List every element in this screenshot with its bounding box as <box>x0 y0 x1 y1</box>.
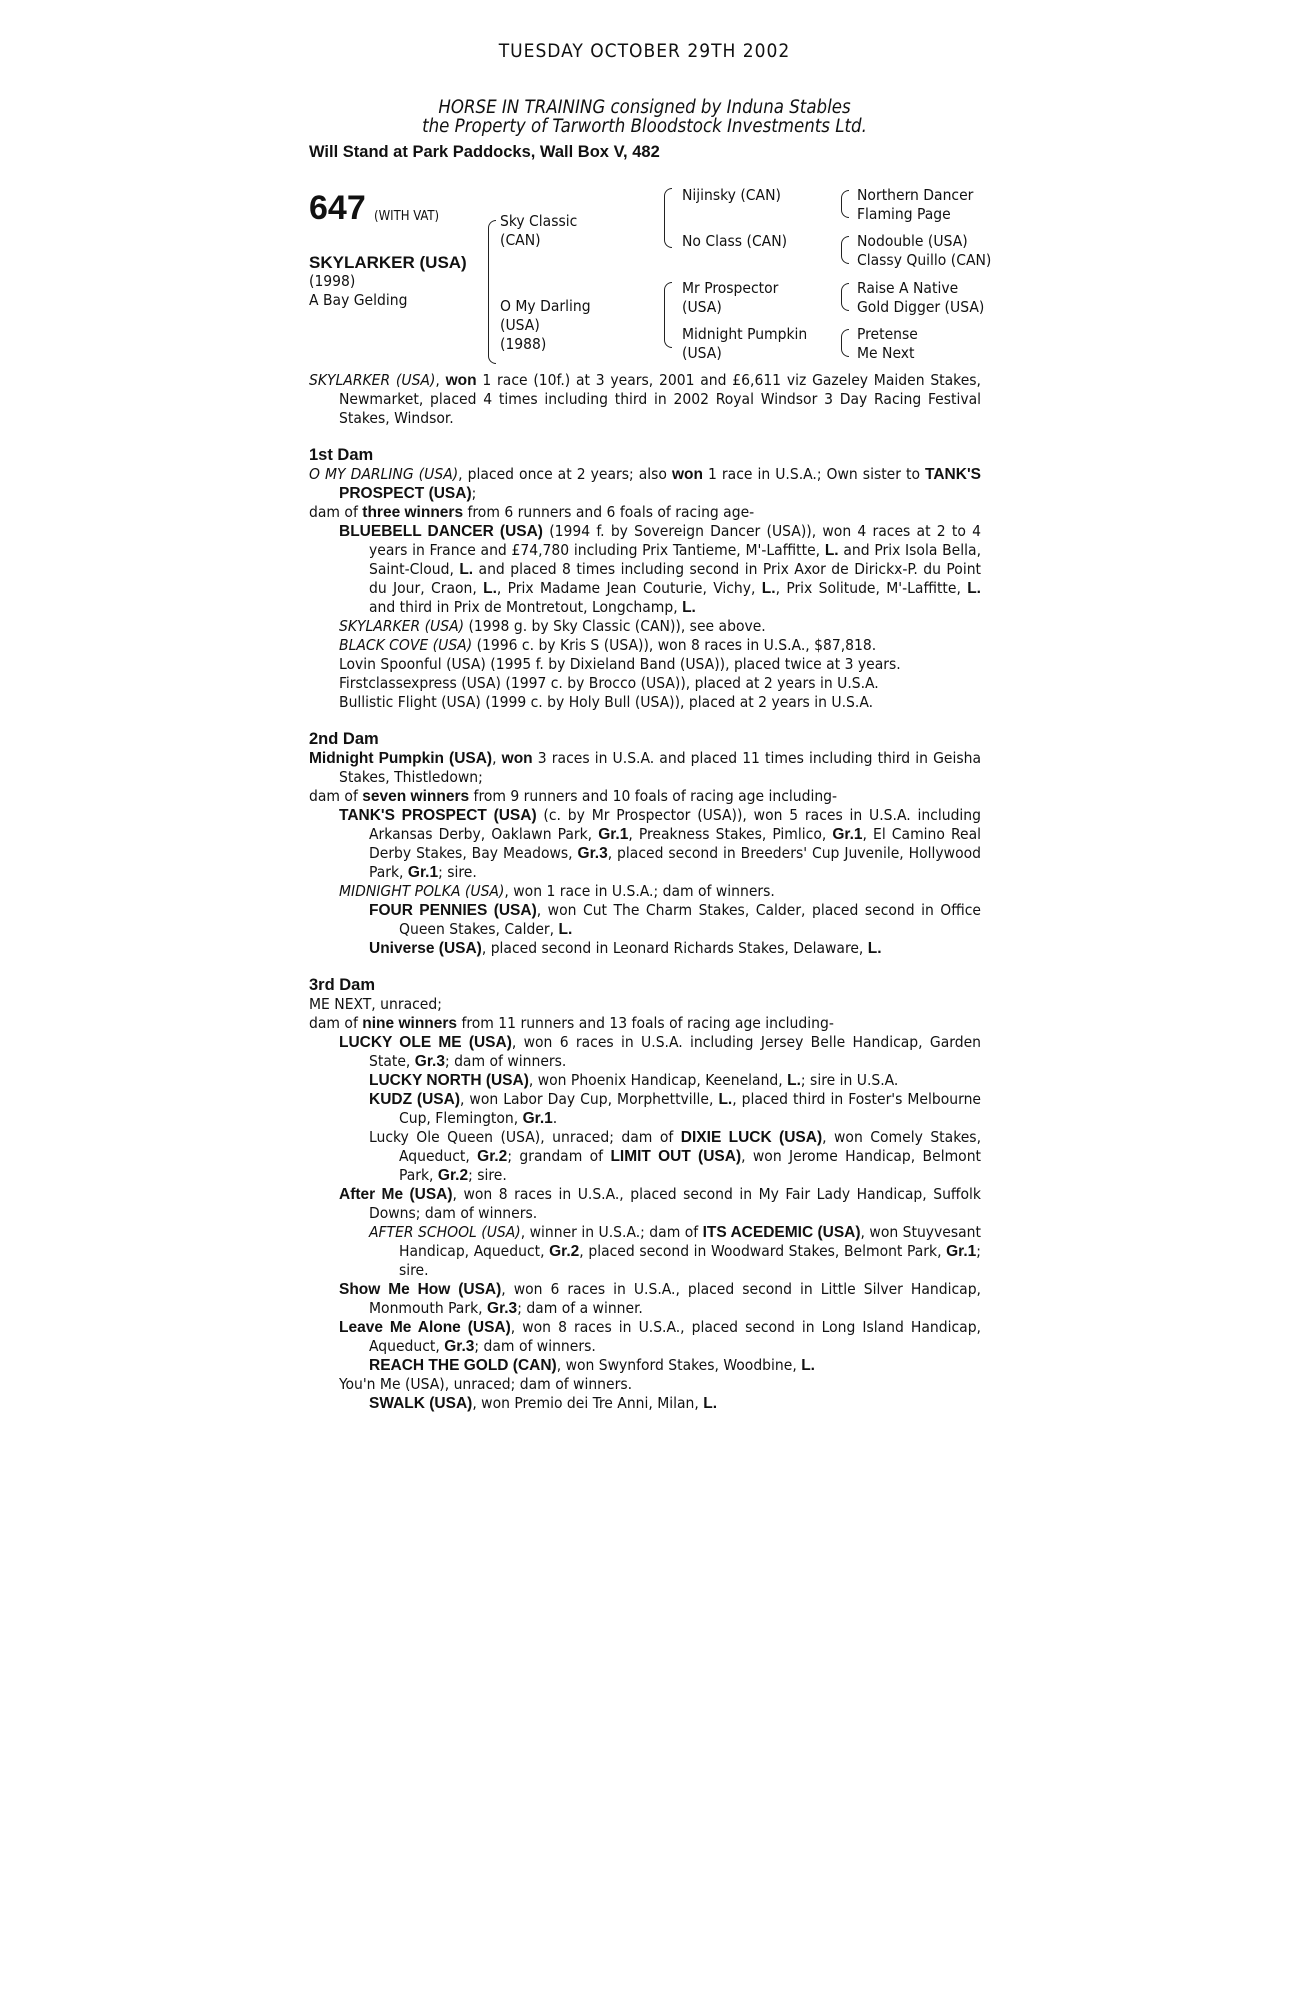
text-run: , won Stuyvesant Handicap, Aqueduct, <box>399 1223 981 1260</box>
text-run: , Preakness Stakes, Pimlico, <box>628 825 833 843</box>
pedigree-paragraph <box>309 1318 981 1356</box>
text-run: SKYLARKER (USA) <box>309 371 436 389</box>
pedigree-paragraph <box>309 1090 981 1128</box>
pedigree-brace <box>664 282 672 348</box>
text-run: L. <box>801 1357 815 1374</box>
family-sections <box>309 446 981 1413</box>
text-run: , won Labor Day Cup, Morphettville, <box>459 1090 719 1108</box>
text-run: Show Me How (USA) <box>339 1281 502 1298</box>
pedigree-brace <box>841 190 849 218</box>
text-run: ; dam of winners. <box>444 1052 567 1070</box>
pedigree-paragraph <box>309 995 981 1014</box>
pedigree-gg: Pretense <box>857 325 918 343</box>
horse-name: SKYLARKER (USA) <box>309 253 467 272</box>
lot-number: 647 <box>309 189 366 227</box>
text-run: ; sire. <box>468 1166 507 1184</box>
text-run: O MY DARLING (USA) <box>309 465 459 483</box>
section-heading: 1st Dam <box>309 446 374 464</box>
text-run: , placed second in Woodward Stakes, Belmont Park, <box>579 1242 947 1260</box>
pedigree-dam-dam: (USA) <box>682 344 722 362</box>
pedigree-paragraph <box>309 1394 981 1413</box>
pedigree-gg: Northern Dancer <box>857 186 974 204</box>
text-run: and Prix Isola Bella, Saint-Cloud, <box>369 541 981 578</box>
text-run: Gr.1 <box>407 864 439 881</box>
text-run: Bullistic Flight (USA) (1999 c. by Holy Bull (USA)), placed at 2 years in U.S.A. <box>339 693 874 711</box>
text-run: 3 races in U.S.A. and placed 11 times including third in Geisha Stakes, Thistledown; <box>339 749 982 786</box>
pedigree-paragraph <box>309 655 981 674</box>
text-run: and third in Prix de Montretout, Longchamp, <box>369 598 683 616</box>
pedigree-gg: Classy Quillo (CAN) <box>857 251 992 269</box>
pedigree-sire-sire: Nijinsky (CAN) <box>682 186 781 204</box>
text-run: won <box>445 372 477 389</box>
text-run: , won 1 race in U.S.A.; dam of winners. <box>504 882 775 900</box>
text-run: , Prix Madame Jean Couturie, Vichy, <box>496 579 762 597</box>
stand-location: Will Stand at Park Paddocks, Wall Box V, 482 <box>309 143 660 161</box>
pedigree-paragraph <box>309 787 981 806</box>
text-run: from 11 runners and 13 foals of racing age including- <box>457 1014 834 1032</box>
pedigree-gg: Nodouble (USA) <box>857 232 968 250</box>
text-run: After Me (USA) <box>339 1186 453 1203</box>
text-run: L. <box>824 542 839 559</box>
text-run: won <box>671 466 703 483</box>
text-run: AFTER SCHOOL (USA) <box>369 1223 521 1241</box>
text-run: , placed second in Leonard Richards Stakes, Delaware, <box>481 939 868 957</box>
text-run: ; sire. <box>399 1242 981 1279</box>
pedigree-paragraph <box>309 636 981 655</box>
text-run: three winners <box>362 504 464 521</box>
pedigree-dam-dam: Midnight Pumpkin <box>682 325 808 343</box>
text-run: MIDNIGHT POLKA (USA) <box>339 882 505 900</box>
pedigree-paragraph <box>309 749 981 787</box>
text-run: from 9 runners and 10 foals of racing age including- <box>469 787 838 805</box>
pedigree-paragraph <box>309 1280 981 1318</box>
text-run: , won 6 races in U.S.A. including Jersey Belle Handicap, Garden State, <box>369 1033 981 1070</box>
text-run: L. <box>787 1072 801 1089</box>
pedigree-gg: Gold Digger (USA) <box>857 298 985 316</box>
text-run: , placed once at 2 years; also <box>458 465 672 483</box>
pedigree-paragraph <box>309 939 981 958</box>
catalogue-notes <box>309 371 981 1413</box>
pedigree-gg: Me Next <box>857 344 915 362</box>
text-run: , placed second in Breeders' Cup Juvenile, Hollywood Park, <box>369 844 981 881</box>
text-run: Firstclassexpress (USA) (1997 c. by Brocco (USA)), placed at 2 years in U.S.A. <box>339 674 879 692</box>
pedigree-sire-dam: No Class (CAN) <box>682 232 788 250</box>
text-run: ; dam of a winner. <box>517 1299 643 1317</box>
text-run: ; grandam of <box>507 1147 611 1165</box>
text-run: DIXIE LUCK (USA) <box>680 1129 823 1146</box>
text-run: ; <box>471 484 477 502</box>
horse-year: (1998) <box>309 272 356 290</box>
text-run: ME NEXT, unraced; <box>309 995 442 1013</box>
text-run: (1998 g. by Sky Classic (CAN)), see above. <box>464 617 766 635</box>
text-run: , placed third in Foster's Melbourne Cup, Flemington, <box>399 1090 981 1127</box>
text-run: 1 race in U.S.A.; Own sister to <box>702 465 926 483</box>
text-run: Leave Me Alone (USA) <box>339 1319 511 1336</box>
text-run: L. <box>761 580 776 597</box>
text-run: dam of <box>309 1014 363 1032</box>
text-run: , won 8 races in U.S.A., placed second in My Fair Lady Handicap, Suffolk Downs; dam of winners. <box>369 1185 981 1222</box>
text-run: ; dam of winners. <box>474 1337 596 1355</box>
text-run: , won Jerome Handicap, Belmont Park, <box>399 1147 981 1184</box>
pedigree-paragraph <box>309 674 981 693</box>
pedigree-brace <box>488 220 496 364</box>
text-run: L. <box>459 561 474 578</box>
text-run: Gr.3 <box>577 845 608 862</box>
text-run: ; sire. <box>438 863 477 881</box>
text-run: , won Swynford Stakes, Woodbine, <box>556 1356 802 1374</box>
sale-date: TUESDAY OCTOBER 29TH 2002 <box>498 40 791 62</box>
pedigree-paragraph <box>309 1375 981 1394</box>
text-run: Gr.1 <box>832 826 863 843</box>
text-run: KUDZ (USA) <box>369 1091 460 1108</box>
text-run: Midnight Pumpkin (USA) <box>309 750 493 767</box>
owner-line: the Property of Tarworth Bloodstock Investments Ltd. <box>422 116 867 137</box>
pedigree-paragraph <box>309 617 981 636</box>
pedigree-sire: Sky Classic <box>500 212 578 230</box>
text-run: Gr.1 <box>946 1243 977 1260</box>
text-run: SKYLARKER (USA) <box>339 617 465 635</box>
pedigree-paragraph <box>309 1223 981 1280</box>
text-run: ; sire in U.S.A. <box>800 1071 899 1089</box>
text-run: , <box>435 371 446 389</box>
pedigree-brace <box>664 188 672 248</box>
text-run: LUCKY OLE ME (USA) <box>339 1034 512 1051</box>
text-run: , won Phoenix Handicap, Keeneland, <box>528 1071 788 1089</box>
text-run: BLACK COVE (USA) <box>339 636 473 654</box>
text-run: L. <box>867 940 882 957</box>
pedigree-paragraph <box>309 1071 981 1090</box>
text-run: L. <box>718 1091 733 1108</box>
text-run: Gr.1 <box>522 1110 553 1127</box>
text-run: L. <box>483 580 497 597</box>
pedigree-paragraph <box>309 901 981 939</box>
text-run: BLUEBELL DANCER (USA) <box>339 523 543 540</box>
text-run: , El Camino Real Derby Stakes, Bay Meadows, <box>369 825 981 862</box>
pedigree-paragraph <box>309 465 981 503</box>
text-run: , won Comely Stakes, Aqueduct, <box>399 1128 981 1165</box>
text-run: Gr.2 <box>549 1243 580 1260</box>
text-run: LUCKY NORTH (USA) <box>369 1072 529 1089</box>
text-run: Gr.2 <box>437 1167 469 1184</box>
text-run: You'n Me (USA), unraced; dam of winners. <box>339 1375 633 1393</box>
text-run: , won 6 races in U.S.A., placed second in Little Silver Handicap, Monmouth Park, <box>369 1280 981 1317</box>
text-run: Gr.3 <box>414 1053 445 1070</box>
text-run: Gr.3 <box>444 1338 475 1355</box>
pedigree-gg: Flaming Page <box>857 205 951 223</box>
text-run: (c. by Mr Prospector (USA)), won 5 races in U.S.A. including Arkansas Derby, Oaklawn Park, <box>369 806 981 843</box>
pedigree-brace <box>841 283 849 311</box>
pedigree-paragraph <box>309 806 981 882</box>
pedigree-brace <box>841 329 849 357</box>
pedigree-paragraph <box>309 522 981 617</box>
pedigree-brace <box>841 236 849 264</box>
text-run: TANK'S PROSPECT (USA) <box>339 466 981 502</box>
pedigree-dam: (USA) <box>500 316 540 334</box>
pedigree-paragraph <box>309 1014 981 1033</box>
pedigree-paragraph <box>309 1033 981 1071</box>
text-run: , won Cut The Charm Stakes, Calder, placed second in Office Queen Stakes, Calder, <box>399 901 982 938</box>
text-run: Universe (USA) <box>369 940 482 957</box>
text-run: . <box>552 1109 558 1127</box>
section-heading: 2nd Dam <box>309 730 379 748</box>
text-run: LIMIT OUT (USA) <box>610 1148 742 1165</box>
text-run: won <box>501 750 533 767</box>
text-run: 1 race (10f.) at 3 years, 2001 and £6,611 viz Gazeley Maiden Stakes, Newmarket, placed 4 times including third in 2002 Royal Windsor 3 Day Racing Festival Stakes, Windsor. <box>339 371 981 427</box>
text-run: ITS ACEDEMIC (USA) <box>702 1224 861 1241</box>
text-run: SWALK (USA) <box>369 1395 473 1412</box>
text-run: nine winners <box>362 1015 458 1032</box>
consignor-line: HORSE IN TRAINING consigned by Induna Stables <box>438 97 851 118</box>
text-run: FOUR PENNIES (USA) <box>369 902 537 919</box>
text-run: Gr.1 <box>598 826 629 843</box>
text-run: seven winners <box>362 788 470 805</box>
text-run: L. <box>558 921 573 938</box>
pedigree-dam: (1988) <box>500 335 547 353</box>
text-run: REACH THE GOLD (CAN) <box>369 1357 557 1374</box>
pedigree-dam-sire: (USA) <box>682 298 722 316</box>
text-run: Lovin Spoonful (USA) (1995 f. by Dixieland Band (USA)), placed twice at 3 years. <box>339 655 901 673</box>
text-run: from 6 runners and 6 foals of racing age- <box>463 503 755 521</box>
text-run: and placed 8 times including second in Prix Axor de Dirickx-P. du Point du Jour, Craon, <box>369 560 981 597</box>
text-run: Gr.3 <box>487 1300 518 1317</box>
pedigree-paragraph <box>309 1356 981 1375</box>
vat-note: (WITH VAT) <box>374 209 440 224</box>
pedigree-paragraph <box>309 693 981 712</box>
text-run: (1994 f. by Sovereign Dancer (USA)), won 4 races at 2 to 4 years in France and £74,780 including Prix Tantieme, M'-Laffitte, <box>369 522 981 559</box>
pedigree-paragraph <box>309 882 981 901</box>
text-run: Gr.2 <box>477 1148 508 1165</box>
text-run: , won Premio dei Tre Anni, Milan, <box>472 1394 704 1412</box>
pedigree-paragraph <box>309 1185 981 1223</box>
text-run: dam of <box>309 787 363 805</box>
text-run: L. <box>682 599 696 616</box>
text-run: L. <box>967 580 981 597</box>
pedigree-dam-sire: Mr Prospector <box>682 279 779 297</box>
text-run: Lucky Ole Queen (USA), unraced; dam of <box>369 1128 681 1146</box>
pedigree-sire: (CAN) <box>500 231 541 249</box>
pedigree-paragraph <box>309 1128 981 1185</box>
text-run: dam of <box>309 503 363 521</box>
text-run: , Prix Solitude, M'-Laffitte, <box>775 579 968 597</box>
pedigree-paragraph <box>309 503 981 522</box>
text-run: TANK'S PROSPECT (USA) <box>339 807 537 824</box>
section-heading: 3rd Dam <box>309 976 376 994</box>
pedigree-dam: O My Darling <box>500 297 591 315</box>
horse-description: A Bay Gelding <box>309 291 408 309</box>
text-run: L. <box>703 1395 718 1412</box>
text-run: , won 8 races in U.S.A., placed second in Long Island Handicap, Aqueduct, <box>369 1318 981 1355</box>
text-run: , winner in U.S.A.; dam of <box>520 1223 703 1241</box>
pedigree-gg: Raise A Native <box>857 279 959 297</box>
race-summary <box>309 371 981 428</box>
text-run: (1996 c. by Kris S (USA)), won 8 races in U.S.A., $87,818. <box>472 636 877 654</box>
text-run: , <box>492 749 502 767</box>
